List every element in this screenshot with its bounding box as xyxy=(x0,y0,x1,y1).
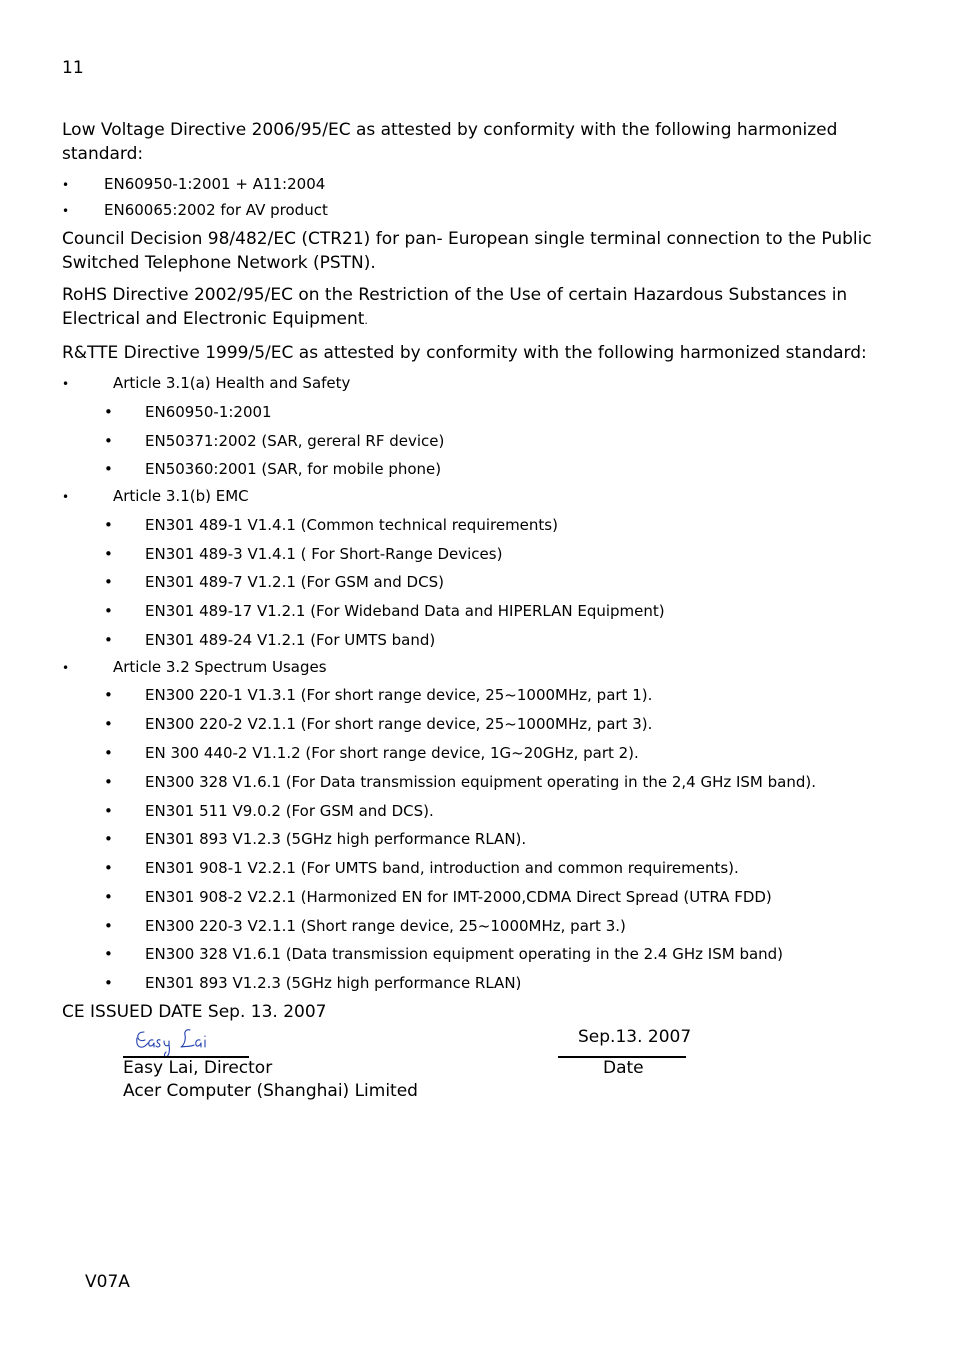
rtte-section-title xyxy=(62,373,351,393)
bullet-icon: • xyxy=(104,917,113,935)
signatory-name-title: Easy Lai, Director xyxy=(123,1058,273,1078)
section-title-label: Article 3.1(b) EMC xyxy=(113,487,249,505)
ctr21-paragraph: Council Decision 98/482/EC (CTR21) for pan- European single terminal connection to the Public Switched Telephone Network (PSTN). xyxy=(62,229,872,273)
bullet-icon: • xyxy=(104,744,113,762)
bullet-icon: • xyxy=(104,631,113,649)
bullet-icon: • xyxy=(104,403,113,421)
bullet-icon: • xyxy=(62,204,70,218)
bullet-icon: • xyxy=(104,516,113,534)
rtte-item-label: EN301 489-1 V1.4.1 (Common technical requirements) xyxy=(145,516,558,534)
signatory-company: Acer Computer (Shanghai) Limited xyxy=(123,1081,418,1101)
rtte-item xyxy=(104,801,434,821)
bullet-icon: • xyxy=(104,773,113,791)
rtte-item xyxy=(104,515,558,535)
rtte-item xyxy=(104,714,653,734)
rtte-item xyxy=(104,685,653,705)
signature-date-value: Sep.13. 2007 xyxy=(578,1027,692,1047)
lvd-item xyxy=(62,174,326,194)
bullet-icon: • xyxy=(62,661,70,675)
bullet-icon: • xyxy=(104,686,113,704)
bullet-icon: • xyxy=(104,859,113,877)
rtte-item xyxy=(104,772,817,792)
rtte-item-label: EN301 489-24 V1.2.1 (For UMTS band) xyxy=(145,631,436,649)
bullet-icon: • xyxy=(104,432,113,450)
rtte-item xyxy=(104,858,739,878)
bullet-icon: • xyxy=(104,573,113,591)
rtte-item xyxy=(104,572,444,592)
rtte-item-label: EN 300 440-2 V1.1.2 (For short range device, 1G~20GHz, part 2). xyxy=(145,744,639,762)
rtte-item-label: EN301 893 V1.2.3 (5GHz high performance RLAN) xyxy=(145,974,522,992)
rtte-item xyxy=(104,544,503,564)
rtte-item xyxy=(104,743,639,763)
lvd-item-label: EN60950-1:2001 + A11:2004 xyxy=(104,175,326,193)
section-title-label: Article 3.1(a) Health and Safety xyxy=(113,374,351,392)
rtte-item-label: EN300 220-2 V2.1.1 (For short range device, 25~1000MHz, part 3). xyxy=(145,715,653,733)
rtte-item-label: EN50360:2001 (SAR, for mobile phone) xyxy=(145,460,442,478)
bullet-icon: • xyxy=(104,888,113,906)
rohs-text: RoHS Directive 2002/95/EC on the Restriction of the Use of certain Hazardous Substances in Electrical and Electronic Equipment xyxy=(62,285,848,329)
rtte-item xyxy=(104,887,772,907)
rtte-item xyxy=(104,431,445,451)
bullet-icon: • xyxy=(62,178,70,192)
rtte-item-label: EN301 489-17 V1.2.1 (For Wideband Data and HIPERLAN Equipment) xyxy=(145,602,665,620)
rtte-item xyxy=(104,601,665,621)
rtte-item xyxy=(104,916,626,936)
rtte-item xyxy=(104,459,442,479)
lvd-item-label: EN60065:2002 for AV product xyxy=(104,201,328,219)
footer-version: V07A xyxy=(85,1272,130,1292)
handwritten-signature-icon xyxy=(134,1026,214,1060)
page-number: 11 xyxy=(62,58,84,78)
bullet-icon: • xyxy=(104,602,113,620)
section-title-label: Article 3.2 Spectrum Usages xyxy=(113,658,327,676)
rtte-item-label: EN301 908-2 V2.2.1 (Harmonized EN for IMT-2000,CDMA Direct Spread (UTRA FDD) xyxy=(145,888,772,906)
rtte-item-label: EN300 220-3 V2.1.1 (Short range device, 25~1000MHz, part 3.) xyxy=(145,917,626,935)
rohs-period: . xyxy=(364,314,368,327)
rtte-item xyxy=(104,630,436,650)
rtte-item-label: EN301 908-1 V2.2.1 (For UMTS band, introduction and common requirements). xyxy=(145,859,739,877)
bullet-icon: • xyxy=(62,377,70,391)
rtte-section-title xyxy=(62,486,249,506)
rtte-item-label: EN301 489-3 V1.4.1 ( For Short-Range Devices) xyxy=(145,545,503,563)
bullet-icon: • xyxy=(104,830,113,848)
bullet-icon: • xyxy=(104,974,113,992)
rtte-item-label: EN300 220-1 V1.3.1 (For short range device, 25~1000MHz, part 1). xyxy=(145,686,653,704)
bullet-icon: • xyxy=(62,490,70,504)
rtte-item-label: EN301 511 V9.0.2 (For GSM and DCS). xyxy=(145,802,434,820)
rtte-item-label: EN301 489-7 V1.2.1 (For GSM and DCS) xyxy=(145,573,444,591)
bullet-icon: • xyxy=(104,715,113,733)
rtte-item-label: EN301 893 V1.2.3 (5GHz high performance RLAN). xyxy=(145,830,527,848)
bullet-icon: • xyxy=(104,460,113,478)
lvd-paragraph: Low Voltage Directive 2006/95/EC as attested by conformity with the following harmonized standard: xyxy=(62,120,838,164)
rtte-item xyxy=(104,402,272,422)
rtte-item-label: EN50371:2002 (SAR, gereral RF device) xyxy=(145,432,445,450)
rtte-item-label: EN300 328 V1.6.1 (Data transmission equipment operating in the 2.4 GHz ISM band) xyxy=(145,945,784,963)
rtte-item-label: EN60950-1:2001 xyxy=(145,403,272,421)
rohs-paragraph xyxy=(62,283,882,333)
rtte-item-label: EN300 328 V1.6.1 (For Data transmission equipment operating in the 2,4 GHz ISM band). xyxy=(145,773,817,791)
rtte-item xyxy=(104,973,522,993)
ce-issued-date: CE ISSUED DATE Sep. 13. 2007 xyxy=(62,1002,327,1022)
rtte-section-title xyxy=(62,657,327,677)
bullet-icon: • xyxy=(104,802,113,820)
rtte-item xyxy=(104,829,527,849)
date-label: Date xyxy=(603,1058,644,1078)
bullet-icon: • xyxy=(104,545,113,563)
rtte-paragraph: R&TTE Directive 1999/5/EC as attested by conformity with the following harmonized standard: xyxy=(62,343,867,363)
lvd-item xyxy=(62,200,328,220)
bullet-icon: • xyxy=(104,945,113,963)
rtte-item xyxy=(104,944,784,964)
